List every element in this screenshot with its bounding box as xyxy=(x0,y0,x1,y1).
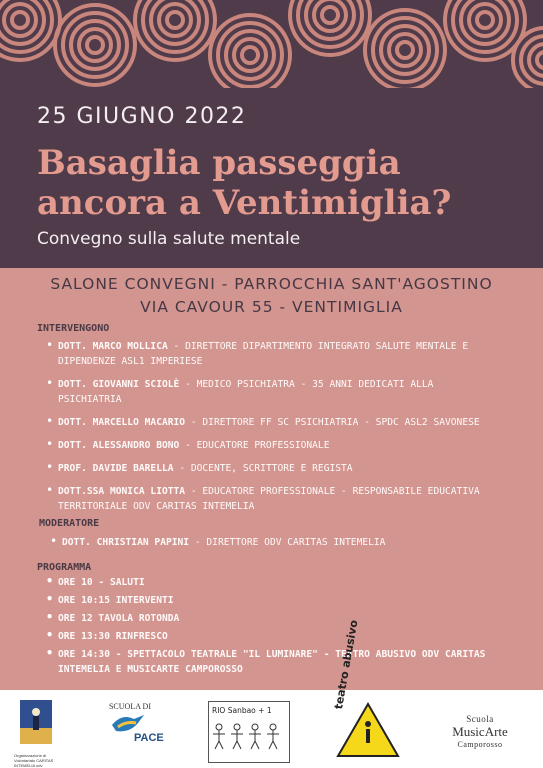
pace-label: PACE xyxy=(134,732,164,744)
event-subtitle: Convegno sulla salute mentale xyxy=(37,229,301,249)
teatro-abusivo-logo xyxy=(332,618,404,762)
venue-address: VIA CAVOUR 55 - VENTIMIGLIA xyxy=(140,298,403,316)
venue-name: SALONE CONVEGNI - PARROCCHIA SANT'AGOSTINO xyxy=(50,275,493,293)
sketch-figures-image xyxy=(209,719,285,755)
moderator-heading: MODERATORE xyxy=(39,518,100,529)
scuola-di-label: SCUOLA DI xyxy=(108,702,151,711)
program-list xyxy=(46,575,516,680)
teatro-abusivo-text: teatro abusivo xyxy=(332,618,361,711)
musicarte-place: Camporosso xyxy=(457,740,503,749)
title-line-1: Basaglia passeggia xyxy=(37,143,401,183)
speaker-item: • DOTT.SSA MONICA LIOTTA - EDUCATORE PROFESSIONALE - RESPONSABILE EDUCATIVA TERRITORIALE ODV CARITAS INTEMELIA xyxy=(46,484,486,514)
caritas-logo-image xyxy=(18,698,54,748)
rio-sanbao-logo xyxy=(208,701,290,763)
program-item: • ORE 13:30 RINFRESCO xyxy=(46,629,516,644)
moderator-item: • DOTT. CHRISTIAN PAPINI - DIRETTORE ODV CARITAS INTEMELIA xyxy=(50,535,490,550)
program-item: • ORE 14:30 - SPETTACOLO TEATRALE "IL LUMINARE" - TEATRO ABUSIVO ODV CARITAS INTEMELIA E MUSICARTE CAMPOROSSO xyxy=(46,647,516,677)
program-item: • ORE 10:15 INTERVENTI xyxy=(46,593,516,608)
event-date: 25 GIUGNO 2022 xyxy=(37,104,247,129)
event-title xyxy=(37,143,527,223)
title-line-2: ancora a Ventimiglia? xyxy=(37,183,452,223)
scuola-di-pace-logo xyxy=(108,702,168,760)
moderator-list xyxy=(50,535,490,558)
speaker-item: • DOTT. MARCO MOLLICA - DIRETTORE DIPARTIMENTO INTEGRATO SALUTE MENTALE E DIPENDENZE ASL1 IMPERIESE xyxy=(46,339,486,369)
decorative-swirl-pattern xyxy=(0,0,543,88)
speaker-item: • DOTT. MARCELLO MACARIO - DIRETTORE FF SC PSICHIATRIA - SPDC ASL2 SAVONESE xyxy=(46,415,486,430)
musicarte-scuola: Scuola xyxy=(466,714,494,724)
musicarte-logo xyxy=(430,714,530,760)
rio-sanbao-text: RIO Sanbao + 1 xyxy=(212,706,272,715)
caritas-caption: Organizzazione di Volontariato CARITAS INTEMELIA odv xyxy=(14,753,54,768)
speaker-item: • DOTT. GIOVANNI SCIOLÈ - MEDICO PSICHIATRA - 35 ANNI DEDICATI ALLA PSICHIATRIA xyxy=(46,377,486,407)
musicarte-name: MusicArte xyxy=(452,724,508,739)
venue-block xyxy=(0,273,543,318)
speaker-item: • DOTT. ALESSANDRO BONO - EDUCATORE PROFESSIONALE xyxy=(46,438,486,453)
speaker-item: • PROF. DAVIDE BARELLA - DOCENTE, SCRITTORE E REGISTA xyxy=(46,461,486,476)
speakers-heading: INTERVENGONO xyxy=(37,323,110,334)
speakers-list xyxy=(46,339,486,522)
program-item: • ORE 10 - SALUTI xyxy=(46,575,516,590)
program-item: • ORE 12 TAVOLA ROTONDA xyxy=(46,611,516,626)
caritas-logo xyxy=(14,698,58,768)
program-heading: PROGRAMMA xyxy=(37,562,92,573)
